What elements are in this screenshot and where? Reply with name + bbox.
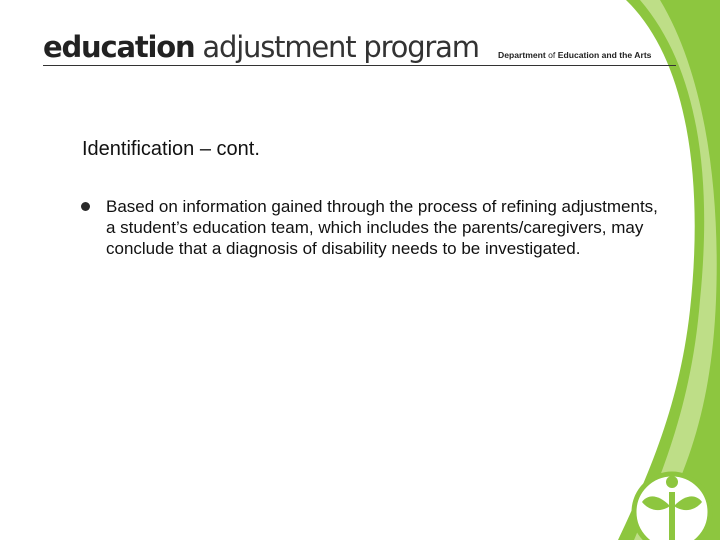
department-label [498, 50, 651, 60]
header-divider [43, 65, 676, 66]
department-label-part2: of [545, 50, 558, 60]
sprout-logo-icon [618, 454, 720, 540]
department-label-part3: Education and the Arts [557, 50, 652, 60]
bullet-dot-icon [81, 202, 90, 211]
slide-heading: Identification – cont. [82, 138, 260, 160]
program-title-bold: education [43, 30, 195, 64]
department-label-part1: Department [498, 50, 546, 60]
bullet-text: Based on information gained through the process of refining adjustments, a student’s education team, which includes the parents/caregivers, may conclude that a diagnosis of disability needs to be investigated. [106, 197, 658, 258]
program-title [43, 30, 479, 64]
program-title-rest: adjustment program [194, 30, 479, 64]
